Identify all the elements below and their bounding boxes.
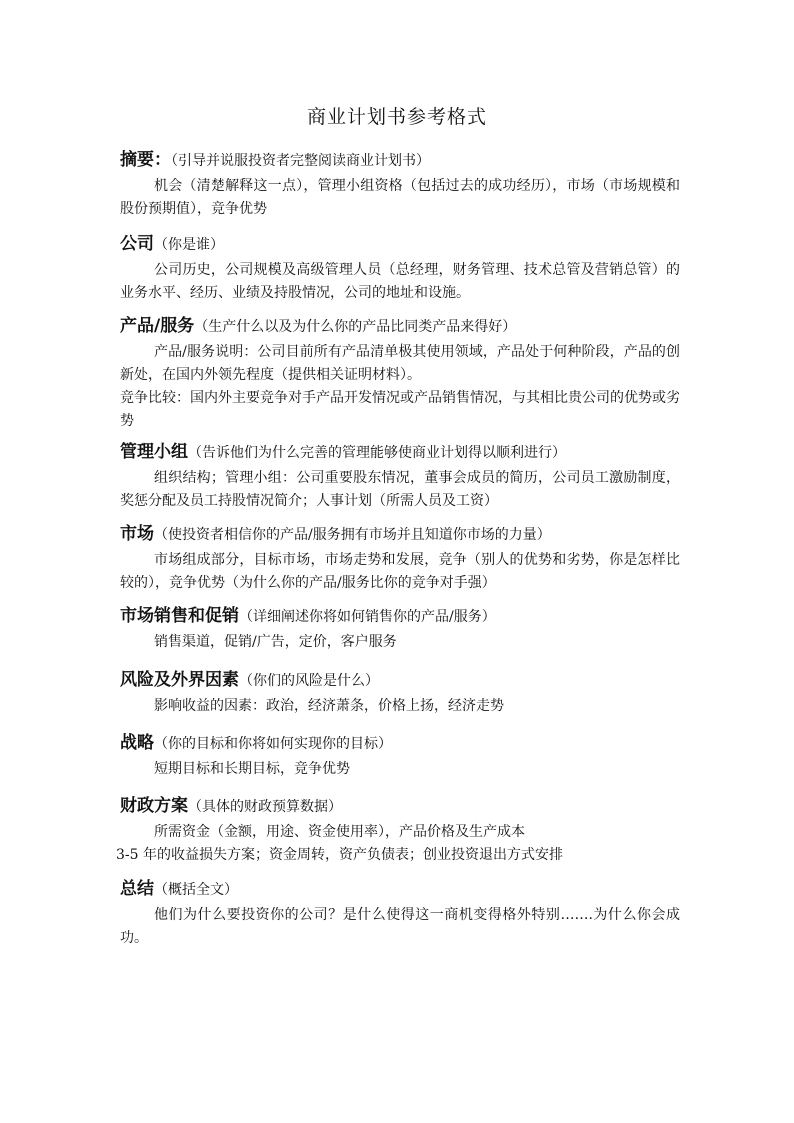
heading-title: 财政方案	[120, 796, 188, 816]
section-paragraph: 机会（清楚解释这一点），管理小组资格（包括过去的成功经历），市场（市场规模和股份预期值），竞争优势	[120, 178, 680, 217]
section-risks	[120, 668, 680, 718]
section-products	[120, 314, 680, 433]
section-strategy	[120, 731, 680, 781]
heading-note: （详细阐述你将如何销售你的产品/服务）	[239, 609, 496, 625]
heading-title: 市场	[120, 524, 154, 544]
heading-note: （使投资者相信你的产品/服务拥有市场并且知道你市场的力量）	[154, 527, 551, 543]
heading-title: 公司	[120, 234, 154, 254]
section-heading	[120, 232, 680, 257]
heading-note: （你是谁）	[154, 237, 224, 253]
section-paragraph: 所需资金（金额，用途、资金使用率），产品价格及生产成本	[154, 824, 525, 840]
section-paragraph: 短期目标和长期目标，竞争优势	[154, 761, 350, 777]
heading-title: 市场销售和促销	[120, 606, 239, 626]
heading-title: 总结	[120, 879, 154, 899]
heading-title: 管理小组	[120, 442, 188, 462]
heading-note: （概括全文）	[154, 882, 238, 898]
section-sales	[120, 604, 680, 654]
section-conclusion	[120, 877, 680, 950]
section-paragraph: 3-5 年的收益损失方案；资金周转，资产负债表；创业投资退出方式安排	[116, 847, 563, 863]
section-finance	[116, 794, 680, 867]
heading-note: （告诉他们为什么完善的管理能够使商业计划得以顺利进行）	[188, 445, 566, 461]
section-heading	[120, 731, 680, 756]
section-paragraph: 市场组成部分，目标市场，市场走势和发展，竞争（别人的优势和劣势，你是怎样比较的），竞争优势（为什么你的产品/服务比你的竞争对手强）	[120, 552, 680, 591]
section-heading	[120, 440, 680, 465]
section-market	[120, 522, 680, 595]
heading-note: （你们的风险是什么）	[239, 673, 379, 689]
section-paragraph: 公司历史，公司规模及高级管理人员（总经理，财务管理、技术总管及营销总管）的业务水平、经历、业绩及持股情况，公司的地址和设施。	[120, 262, 680, 301]
section-heading	[120, 604, 680, 629]
section-paragraph: 产品/服务说明：公司目前所有产品清单极其使用领域，产品处于何种阶段，产品的创新处，在国内外领先程度（提供相关证明材料）。	[120, 344, 680, 383]
section-heading	[120, 877, 680, 902]
heading-note: （你的目标和你将如何实现你的目标）	[154, 736, 392, 752]
page-title: 商业计划书参考格式	[306, 106, 487, 128]
section-paragraph: 竞争比较：国内外主要竞争对手产品开发情况或产品销售情况，与其相比贵公司的优势或劣势	[120, 390, 680, 429]
section-heading	[120, 794, 680, 819]
heading-note: （引导并说服投资者完整阅读商业计划书）	[171, 153, 430, 169]
section-paragraph: 他们为什么要投资你的公司？是什么使得这一商机变得格外特别…….为什么你会成功。	[120, 907, 680, 946]
section-heading	[120, 314, 680, 339]
section-heading	[120, 522, 680, 547]
section-heading	[120, 668, 680, 693]
section-heading	[120, 148, 680, 173]
heading-note: （生产什么以及为什么你的产品比同类产品来得好）	[194, 319, 517, 335]
heading-title: 摘要：	[120, 150, 171, 170]
section-paragraph: 组织结构；管理小组：公司重要股东情况，董事会成员的简历，公司员工激励制度，奖惩分配及员工持股情况简介；人事计划（所需人员及工资）	[120, 470, 680, 509]
section-paragraph: 销售渠道，促销/广告，定价，客户服务	[154, 634, 397, 650]
section-company	[120, 232, 680, 305]
section-summary	[120, 148, 680, 221]
heading-title: 战略	[120, 733, 154, 753]
heading-title: 产品/服务	[120, 316, 195, 336]
heading-title: 风险及外界因素	[120, 670, 239, 690]
section-management	[120, 440, 680, 513]
section-paragraph: 影响收益的因素：政治，经济萧条，价格上扬，经济走势	[154, 698, 504, 714]
heading-note: （具体的财政预算数据）	[188, 799, 342, 815]
